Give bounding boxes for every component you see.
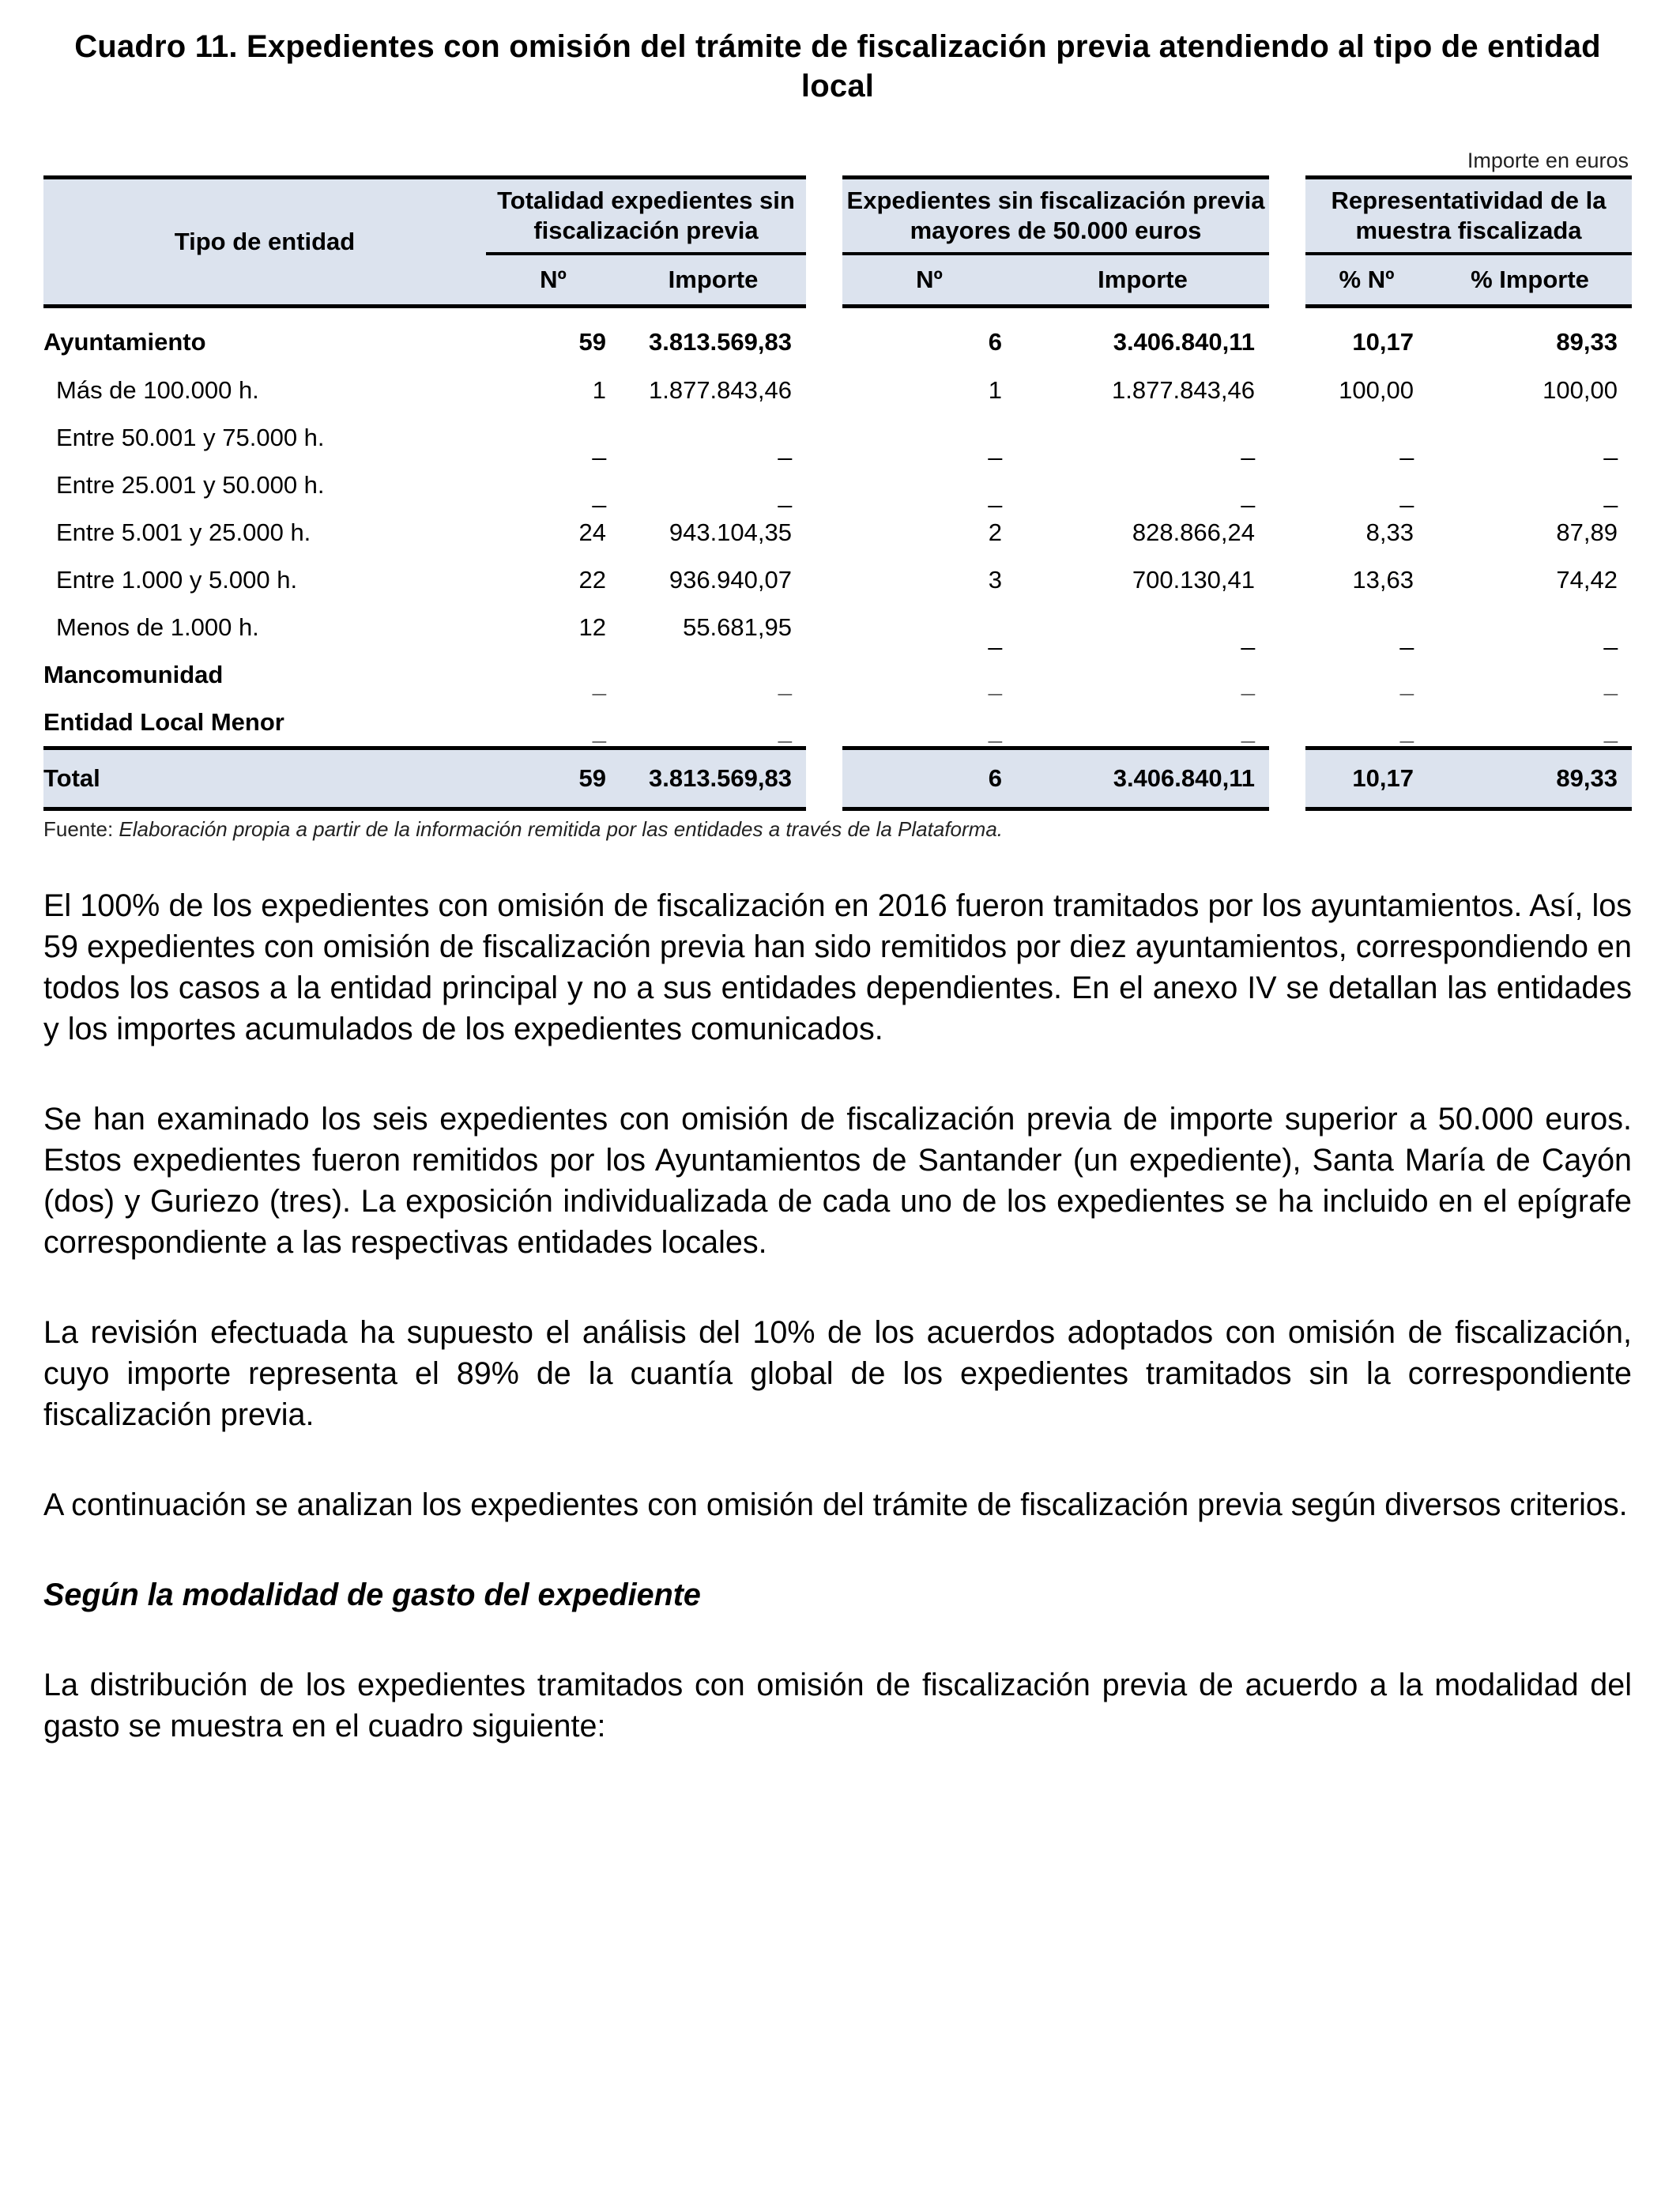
- table-source: Fuente: Elaboración propia a partir de la información remitida por las entidades a través de la Plataforma.: [43, 817, 1004, 841]
- cell-n1: 12: [578, 613, 606, 641]
- cell-imp2: _: [1241, 623, 1255, 650]
- sub-n-header: Nº: [842, 254, 1016, 307]
- cell-pn: _: [1399, 670, 1414, 698]
- cell-pn: _: [1305, 699, 1428, 748]
- cell-n2: _: [988, 670, 1002, 698]
- source-text: Elaboración propia a partir de la información remitida por las entidades a través de la Plataforma.: [119, 817, 1004, 841]
- table-row: [43, 509, 1632, 556]
- paragraph-1: El 100% de los expedientes con omisión de fiscalización en 2016 fueron tramitados por los ayuntamientos. Así, los 59 expedientes con omisión de fiscalización previa han sido remitidos por diez ayuntamientos, correspondiendo en todos los casos a la entidad principal y no a sus entidades dependientes. En el anexo IV se detallan las entidades y los importes acumulados de los expedientes comunicados.: [43, 888, 1632, 1046]
- cell-imp1: 1.877.843,46: [648, 376, 792, 404]
- cell-n1: _: [592, 433, 606, 461]
- cell-pi: _: [1603, 481, 1618, 508]
- cell-imp1: _: [778, 670, 792, 698]
- cell-n1: 22: [578, 566, 606, 594]
- cell-n1: 24: [578, 518, 606, 546]
- cell-n1: 1: [592, 376, 606, 404]
- row-label: Entre 50.001 y 75.000 h.: [56, 424, 325, 451]
- sub-pct-importe-header: % Importe: [1428, 254, 1632, 307]
- cell-n2: 1: [988, 376, 1002, 404]
- cell-pi: 100,00: [1543, 376, 1618, 404]
- cell-pi: 89,33: [1428, 748, 1632, 809]
- cell-n1: _: [592, 670, 606, 698]
- row-label: Ayuntamiento: [43, 328, 206, 356]
- cell-pi: _: [1603, 433, 1618, 461]
- table-row: [43, 414, 1632, 462]
- table-row: [43, 462, 1632, 509]
- table-row: [43, 604, 1632, 651]
- cell-pi: 89,33: [1556, 328, 1618, 356]
- paragraph-5: La distribución de los expedientes tramitados con omisión de fiscalización previa de acuerdo a la modalidad del gasto se muestra en el cuadro siguiente:: [43, 1668, 1632, 1744]
- row-label: Entidad Local Menor: [43, 699, 486, 748]
- cell-n2: _: [988, 433, 1002, 461]
- paragraph-2: Se han examinado los seis expedientes con omisión de fiscalización previa de importe superior a 50.000 euros. Estos expedientes fueron remitidos por los Ayuntamientos de Santander (un expediente), Santa María de Cayón (dos) y Guriezo (tres). La exposición individualizada de cada uno de los expedientes se ha incluido en el epígrafe correspondiente a las respectivas entidades locales.: [43, 1102, 1632, 1260]
- cell-imp2: 3.406.840,11: [1113, 328, 1255, 356]
- cell-pi: _: [1428, 699, 1632, 748]
- cell-n2: 2: [988, 518, 1002, 546]
- row-label: Entre 25.001 y 50.000 h.: [56, 471, 325, 499]
- cell-imp2: _: [1241, 481, 1255, 508]
- sub-importe-header: Importe: [1016, 254, 1269, 307]
- cell-pn: 10,17: [1305, 748, 1428, 809]
- table-row: [43, 556, 1632, 604]
- col-tipo-entidad-header: Tipo de entidad: [43, 178, 486, 307]
- cell-n2: _: [988, 623, 1002, 650]
- row-label: Entre 5.001 y 25.000 h.: [56, 518, 311, 546]
- cell-pn: 8,33: [1365, 518, 1414, 546]
- cell-pn: _: [1399, 433, 1414, 461]
- cell-imp2: 700.130,41: [1132, 566, 1255, 594]
- cell-imp2: 3.406.840,11: [1016, 748, 1269, 809]
- cell-imp1: 936.940,07: [669, 566, 792, 594]
- cell-imp2: _: [1241, 670, 1255, 698]
- cell-imp1: _: [778, 433, 792, 461]
- cell-imp2: 1.877.843,46: [1111, 376, 1255, 404]
- unit-note: Importe en euros: [1467, 149, 1629, 172]
- cell-pi: _: [1603, 670, 1618, 698]
- cell-n2: _: [842, 699, 1016, 748]
- cell-imp1: 3.813.569,83: [620, 748, 806, 809]
- row-label: Más de 100.000 h.: [56, 376, 259, 404]
- cell-pi: 74,42: [1556, 566, 1618, 594]
- cell-pi: _: [1603, 623, 1618, 650]
- cell-imp1: 3.813.569,83: [648, 328, 792, 356]
- sub-pct-n-header: % Nº: [1305, 254, 1428, 307]
- section-heading: Según la modalidad de gasto del expediente: [43, 1578, 701, 1612]
- cell-imp2: _: [1241, 433, 1255, 461]
- cell-pn: _: [1399, 623, 1414, 650]
- table-row: [43, 748, 1632, 809]
- cell-n1: _: [592, 481, 606, 508]
- entity-type-table: [43, 175, 1632, 811]
- group-representatividad-header: Representatividad de la muestra fiscalizada: [1305, 178, 1632, 254]
- cell-pi: 87,89: [1556, 518, 1618, 546]
- row-label: Entre 1.000 y 5.000 h.: [56, 566, 298, 594]
- cell-imp2: 828.866,24: [1132, 518, 1255, 546]
- cell-n2: 6: [842, 748, 1016, 809]
- cell-imp1: 55.681,95: [683, 613, 792, 641]
- sub-importe-header: Importe: [620, 254, 806, 307]
- paragraph-4: A continuación se analizan los expedientes con omisión del trámite de fiscalización previa según diversos criterios.: [43, 1487, 1628, 1522]
- group-mayores-50000-header: Expedientes sin fiscalización previa mayores de 50.000 euros: [842, 178, 1269, 254]
- cell-pn: 100,00: [1339, 376, 1414, 404]
- paragraph-3: La revisión efectuada ha supuesto el análisis del 10% de los acuerdos adoptados con omisión de fiscalización, cuyo importe representa el 89% de la cuantía global de los expedientes tramitados sin la correspondiente fiscalización previa.: [43, 1315, 1632, 1432]
- table-row: [43, 367, 1632, 414]
- cell-n2: 6: [988, 328, 1002, 356]
- cell-n2: _: [988, 481, 1002, 508]
- row-label: Mancomunidad: [43, 661, 224, 688]
- cell-pn: 13,63: [1352, 566, 1414, 594]
- cell-imp1: _: [620, 699, 806, 748]
- document-page: [43, 0, 1632, 1747]
- cell-n1: 59: [578, 328, 606, 356]
- table-row: [43, 651, 1632, 699]
- cell-n1: _: [486, 699, 620, 748]
- row-label: Menos de 1.000 h.: [56, 613, 259, 641]
- table-row: [43, 699, 1632, 748]
- cell-n1: 59: [486, 748, 620, 809]
- cell-pn: 10,17: [1352, 328, 1414, 356]
- group-totalidad-header: Totalidad expedientes sin fiscalización previa: [486, 178, 806, 254]
- cell-n2: 3: [988, 566, 1002, 594]
- cell-pn: _: [1399, 481, 1414, 508]
- table-row: [43, 307, 1632, 368]
- cell-imp2: _: [1016, 699, 1269, 748]
- cell-imp1: _: [778, 481, 792, 508]
- row-label: Total: [43, 748, 486, 809]
- sub-n-header: Nº: [486, 254, 620, 307]
- cell-imp1: 943.104,35: [669, 518, 792, 546]
- table-title: Cuadro 11. Expedientes con omisión del trámite de fiscalización previa atendiendo al tipo de entidad local: [74, 29, 1601, 104]
